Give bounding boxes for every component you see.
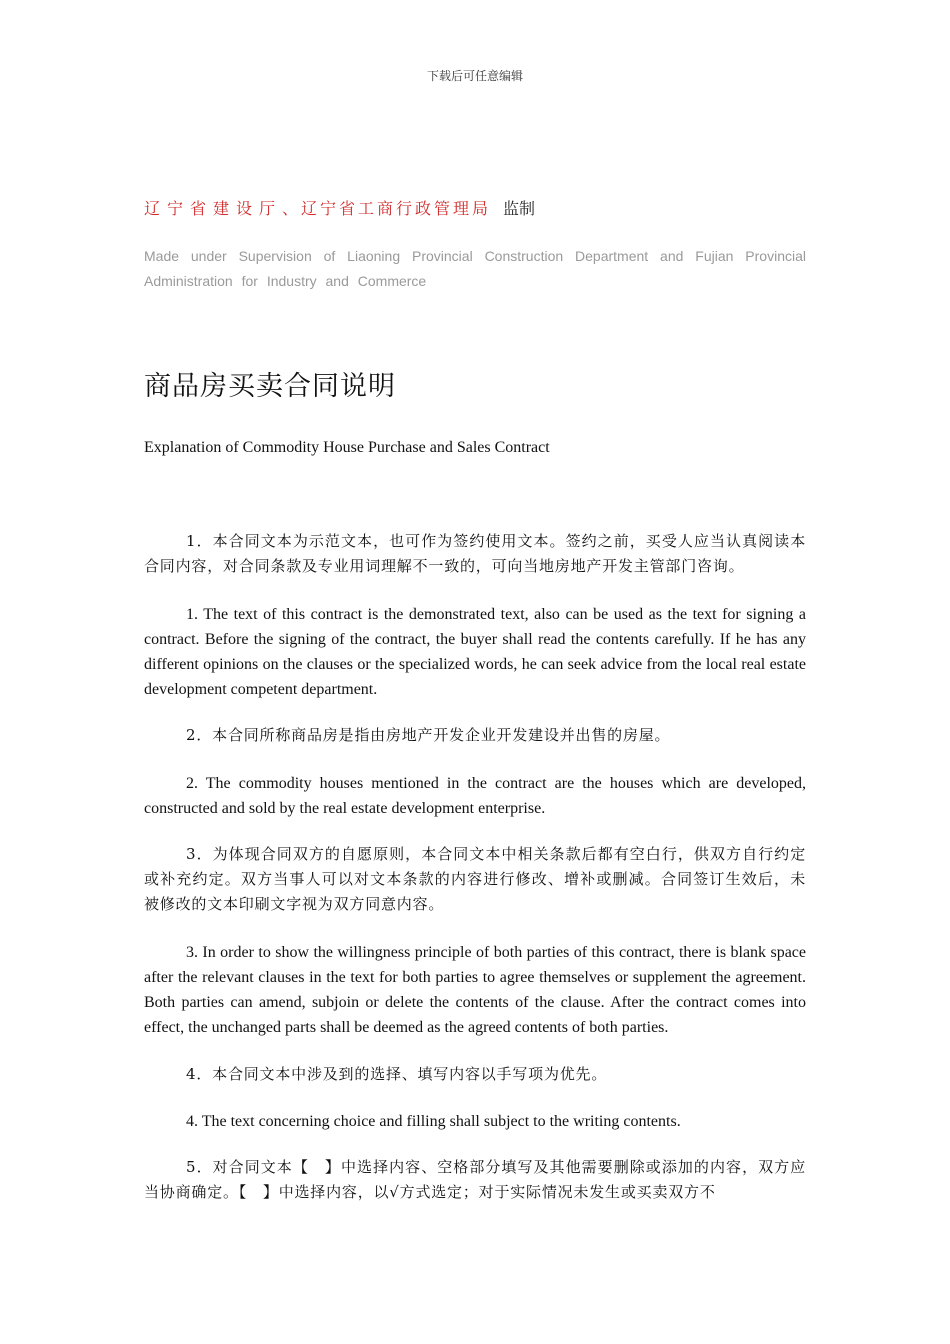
paragraph-3-en: 3. In order to show the willingness principle of both parties of this contract, there is blank space after the relevant clauses in the text for both parties to agree themselves or supplement the agreement. Both parties can amend, subjoin or delete the contents of the clause. After the contract comes into effect, the unchanged parts shall be deemed as the agreed contents of both parties.: [144, 944, 806, 1036]
paragraph-3-cn: 3．为体现合同双方的自愿原则，本合同文本中相关条款后都有空白行，供双方自行约定或补充约定。双方当事人可以对文本条款的内容进行修改、增补或删减。合同签订生效后，未被修改的文本印刷文字视为双方同意内容。: [144, 845, 806, 913]
supervisor-separator: 、: [282, 199, 302, 218]
paragraph-4-cn: 4．本合同文本中涉及到的选择、填写内容以手写项为优先。: [186, 1065, 608, 1083]
made-under-text: Made under Supervision of Liaoning Provincial Construction Department and Fujian Provincial Administration for Industry and Commerce: [144, 248, 806, 289]
supervisor-label: 监制: [503, 199, 536, 218]
paragraph-2-cn: 2．本合同所称商品房是指由房地产开发企业开发建设并出售的房屋。: [186, 726, 671, 744]
page-title-en: Explanation of Commodity House Purchase and Sales Contract: [144, 439, 550, 456]
supervisor-line: [144, 198, 806, 222]
paragraph-1-cn: 1．本合同文本为示范文本，也可作为签约使用文本。签约之前，买受人应当认真阅读本合同内容，对合同条款及专业用词理解不一致的，可向当地房地产开发主管部门咨询。: [144, 532, 806, 575]
header-note: 下载后可任意编辑: [426, 69, 523, 83]
supervisor-org-commerce: 辽宁省工商行政管理局: [301, 199, 492, 218]
paragraph-2-en: 2. The commodity houses mentioned in the contract are the houses which are developed, constructed and sold by the real estate development enterprise.: [144, 775, 806, 817]
paragraph-1-en: 1. The text of this contract is the demonstrated text, also can be used as the text for signing a contract. Before the signing of the contract, the buyer shall read the contents carefully. If he has any different opinions on the clauses or the specialized words, he can seek advice from the local real estate development competent department.: [144, 606, 806, 698]
supervisor-org-construction: 辽宁省建设厅: [144, 199, 283, 218]
paragraph-5-cn: 5．对合同文本【 】中选择内容、空格部分填写及其他需要删除或添加的内容，双方应当协商确定。【 】中选择内容，以√方式选定；对于实际情况未发生或买卖双方不: [144, 1158, 806, 1201]
page-title-cn: 商品房买卖合同说明: [144, 371, 396, 402]
paragraph-4-en: 4. The text concerning choice and filling shall subject to the writing contents.: [186, 1113, 681, 1130]
